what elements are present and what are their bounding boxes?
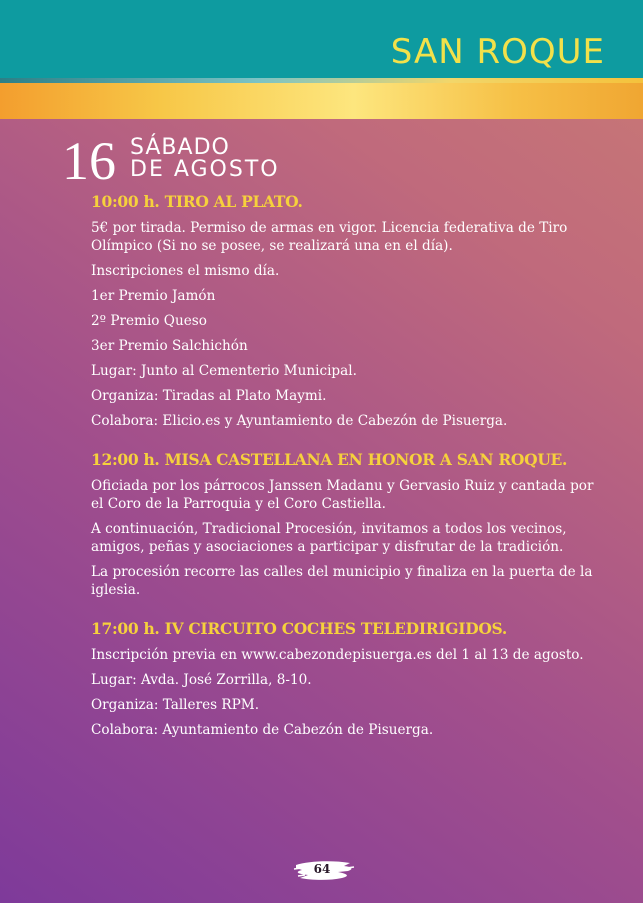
event-paragraph: Lugar: Avda. José Zorrilla, 8-10. — [91, 672, 312, 688]
event-paragraph: 1er Premio Jamón — [91, 288, 216, 304]
event-block — [91, 450, 601, 599]
event-paragraph: 3er Premio Salchichón — [91, 338, 248, 354]
event-heading: 10:00 h. TIRO AL PLATO. — [91, 192, 303, 211]
event-paragraph: Colabora: Ayuntamiento de Cabezón de Pisuerga. — [91, 722, 434, 738]
event-paragraph: La procesión recorre las calles del municipio y finaliza en la puerta de la iglesia. — [91, 564, 593, 598]
event-heading: 17:00 h. IV CIRCUITO COCHES TELEDIRIGIDOS. — [91, 619, 507, 638]
event-paragraph: Organiza: Talleres RPM. — [91, 697, 260, 713]
event-paragraph: 2º Premio Queso — [91, 313, 207, 329]
page-title: SAN ROQUE — [390, 32, 605, 72]
event-paragraph: Inscripción previa en www.cabezondepisuerga.es del 1 al 13 de agosto. — [91, 647, 584, 663]
page-number: 64 — [313, 862, 331, 876]
date-day: 16 — [62, 131, 116, 191]
event-paragraph: Colabora: Elicio.es y Ayuntamiento de Cabezón de Pisuerga. — [91, 413, 508, 429]
event-paragraph: Organiza: Tiradas al Plato Maymi. — [91, 388, 327, 404]
page-number-badge — [292, 856, 356, 884]
event-paragraph: A continuación, Tradicional Procesión, invitamos a todos los vecinos, amigos, peñas y asociaciones a participar y disfrutar de la tradición. — [91, 521, 567, 555]
event-paragraph: 5€ por tirada. Permiso de armas en vigor. Licencia federativa de Tiro Olímpico (Si no se posee, se realizará una en el día). — [91, 220, 568, 254]
event-paragraph: Lugar: Junto al Cementerio Municipal. — [91, 363, 357, 379]
event-paragraph: Oficiada por los párrocos Janssen Madanu y Gervasio Ruiz y cantada por el Coro de la Parroquia y el Coro Castiella. — [91, 478, 594, 512]
event-paragraph: Inscripciones el mismo día. — [91, 263, 280, 279]
event-block — [91, 619, 601, 739]
gold-band — [0, 83, 643, 119]
events-list — [91, 192, 601, 759]
date-month: DE AGOSTO — [130, 157, 280, 182]
event-block — [91, 192, 601, 430]
date-weekday: SÁBADO — [130, 135, 230, 160]
event-heading: 12:00 h. MISA CASTELLANA EN HONOR A SAN ROQUE. — [91, 450, 568, 469]
header-bar — [0, 0, 643, 78]
